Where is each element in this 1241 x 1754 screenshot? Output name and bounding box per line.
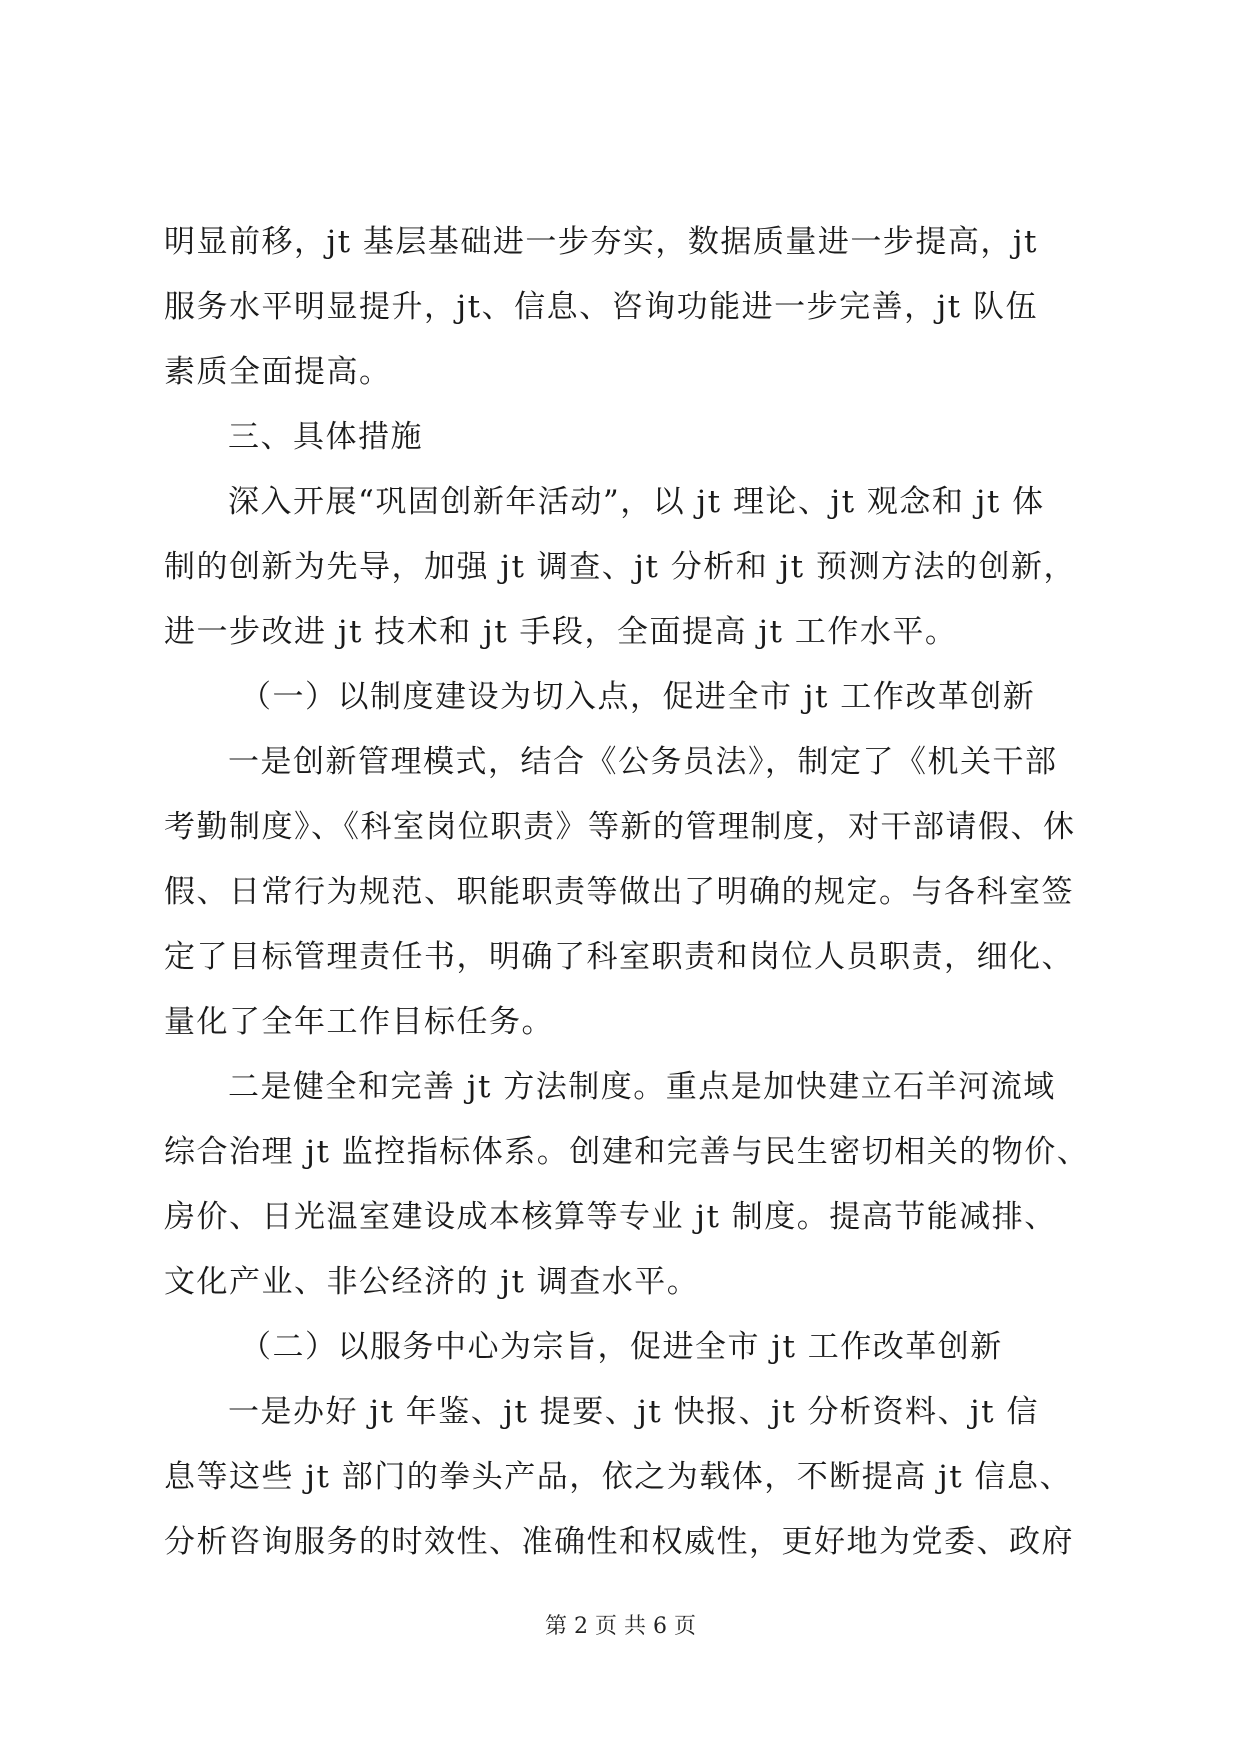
page-footer: 第 2 页 共 6 页 bbox=[545, 1614, 696, 1639]
paragraph-line: 房价、日光温室建设成本核算等专业 jt 制度。提高节能减排、 bbox=[164, 1199, 1057, 1235]
paragraph-line: 分析咨询服务的时效性、准确性和权威性，更好地为党委、政府 bbox=[164, 1524, 1074, 1560]
paragraph-line: 服务水平明显提升，jt、信息、咨询功能进一步完善，jt 队伍 bbox=[164, 289, 1038, 325]
paragraph-line: 二是健全和完善 jt 方法制度。重点是加快建立石羊河流域 bbox=[228, 1069, 1056, 1105]
subsection-heading: （二）以服务中心为宗旨，促进全市 jt 工作改革创新 bbox=[240, 1329, 1003, 1365]
paragraph-line: 假、日常行为规范、职能职责等做出了明确的规定。与各科室签 bbox=[164, 874, 1074, 910]
paragraph-line: 定了目标管理责任书，明确了科室职责和岗位人员职责，细化、 bbox=[164, 939, 1074, 975]
paragraph-line: 息等这些 jt 部门的拳头产品，依之为载体，不断提高 jt 信息、 bbox=[164, 1459, 1073, 1495]
paragraph-line: 深入开展“巩固创新年活动”，以 jt 理论、jt 观念和 jt 体 bbox=[228, 484, 1045, 520]
subsection-heading: （一）以制度建设为切入点，促进全市 jt 工作改革创新 bbox=[240, 679, 1036, 715]
paragraph-line: 考勤制度》、《科室岗位职责》等新的管理制度，对干部请假、休 bbox=[164, 809, 1076, 845]
paragraph-line: 综合治理 jt 监控指标体系。创建和完善与民生密切相关的物价、 bbox=[164, 1134, 1090, 1170]
section-heading: 三、具体措施 bbox=[228, 419, 423, 455]
paragraph-line: 制的创新为先导，加强 jt 调查、jt 分析和 jt 预测方法的创新， bbox=[164, 549, 1076, 585]
paragraph-line: 一是创新管理模式，结合《公务员法》，制定了《机关干部 bbox=[228, 744, 1058, 780]
paragraph-line: 进一步改进 jt 技术和 jt 手段，全面提高 jt 工作水平。 bbox=[164, 614, 958, 650]
paragraph-line: 一是办好 jt 年鉴、jt 提要、jt 快报、jt 分析资料、jt 信 bbox=[228, 1394, 1039, 1430]
paragraph-line: 量化了全年工作目标任务。 bbox=[164, 1004, 554, 1040]
paragraph-line: 素质全面提高。 bbox=[164, 354, 392, 390]
paragraph-line: 明显前移，jt 基层基础进一步夯实，数据质量进一步提高，jt bbox=[164, 224, 1038, 260]
paragraph-line: 文化产业、非公经济的 jt 调查水平。 bbox=[164, 1264, 700, 1300]
